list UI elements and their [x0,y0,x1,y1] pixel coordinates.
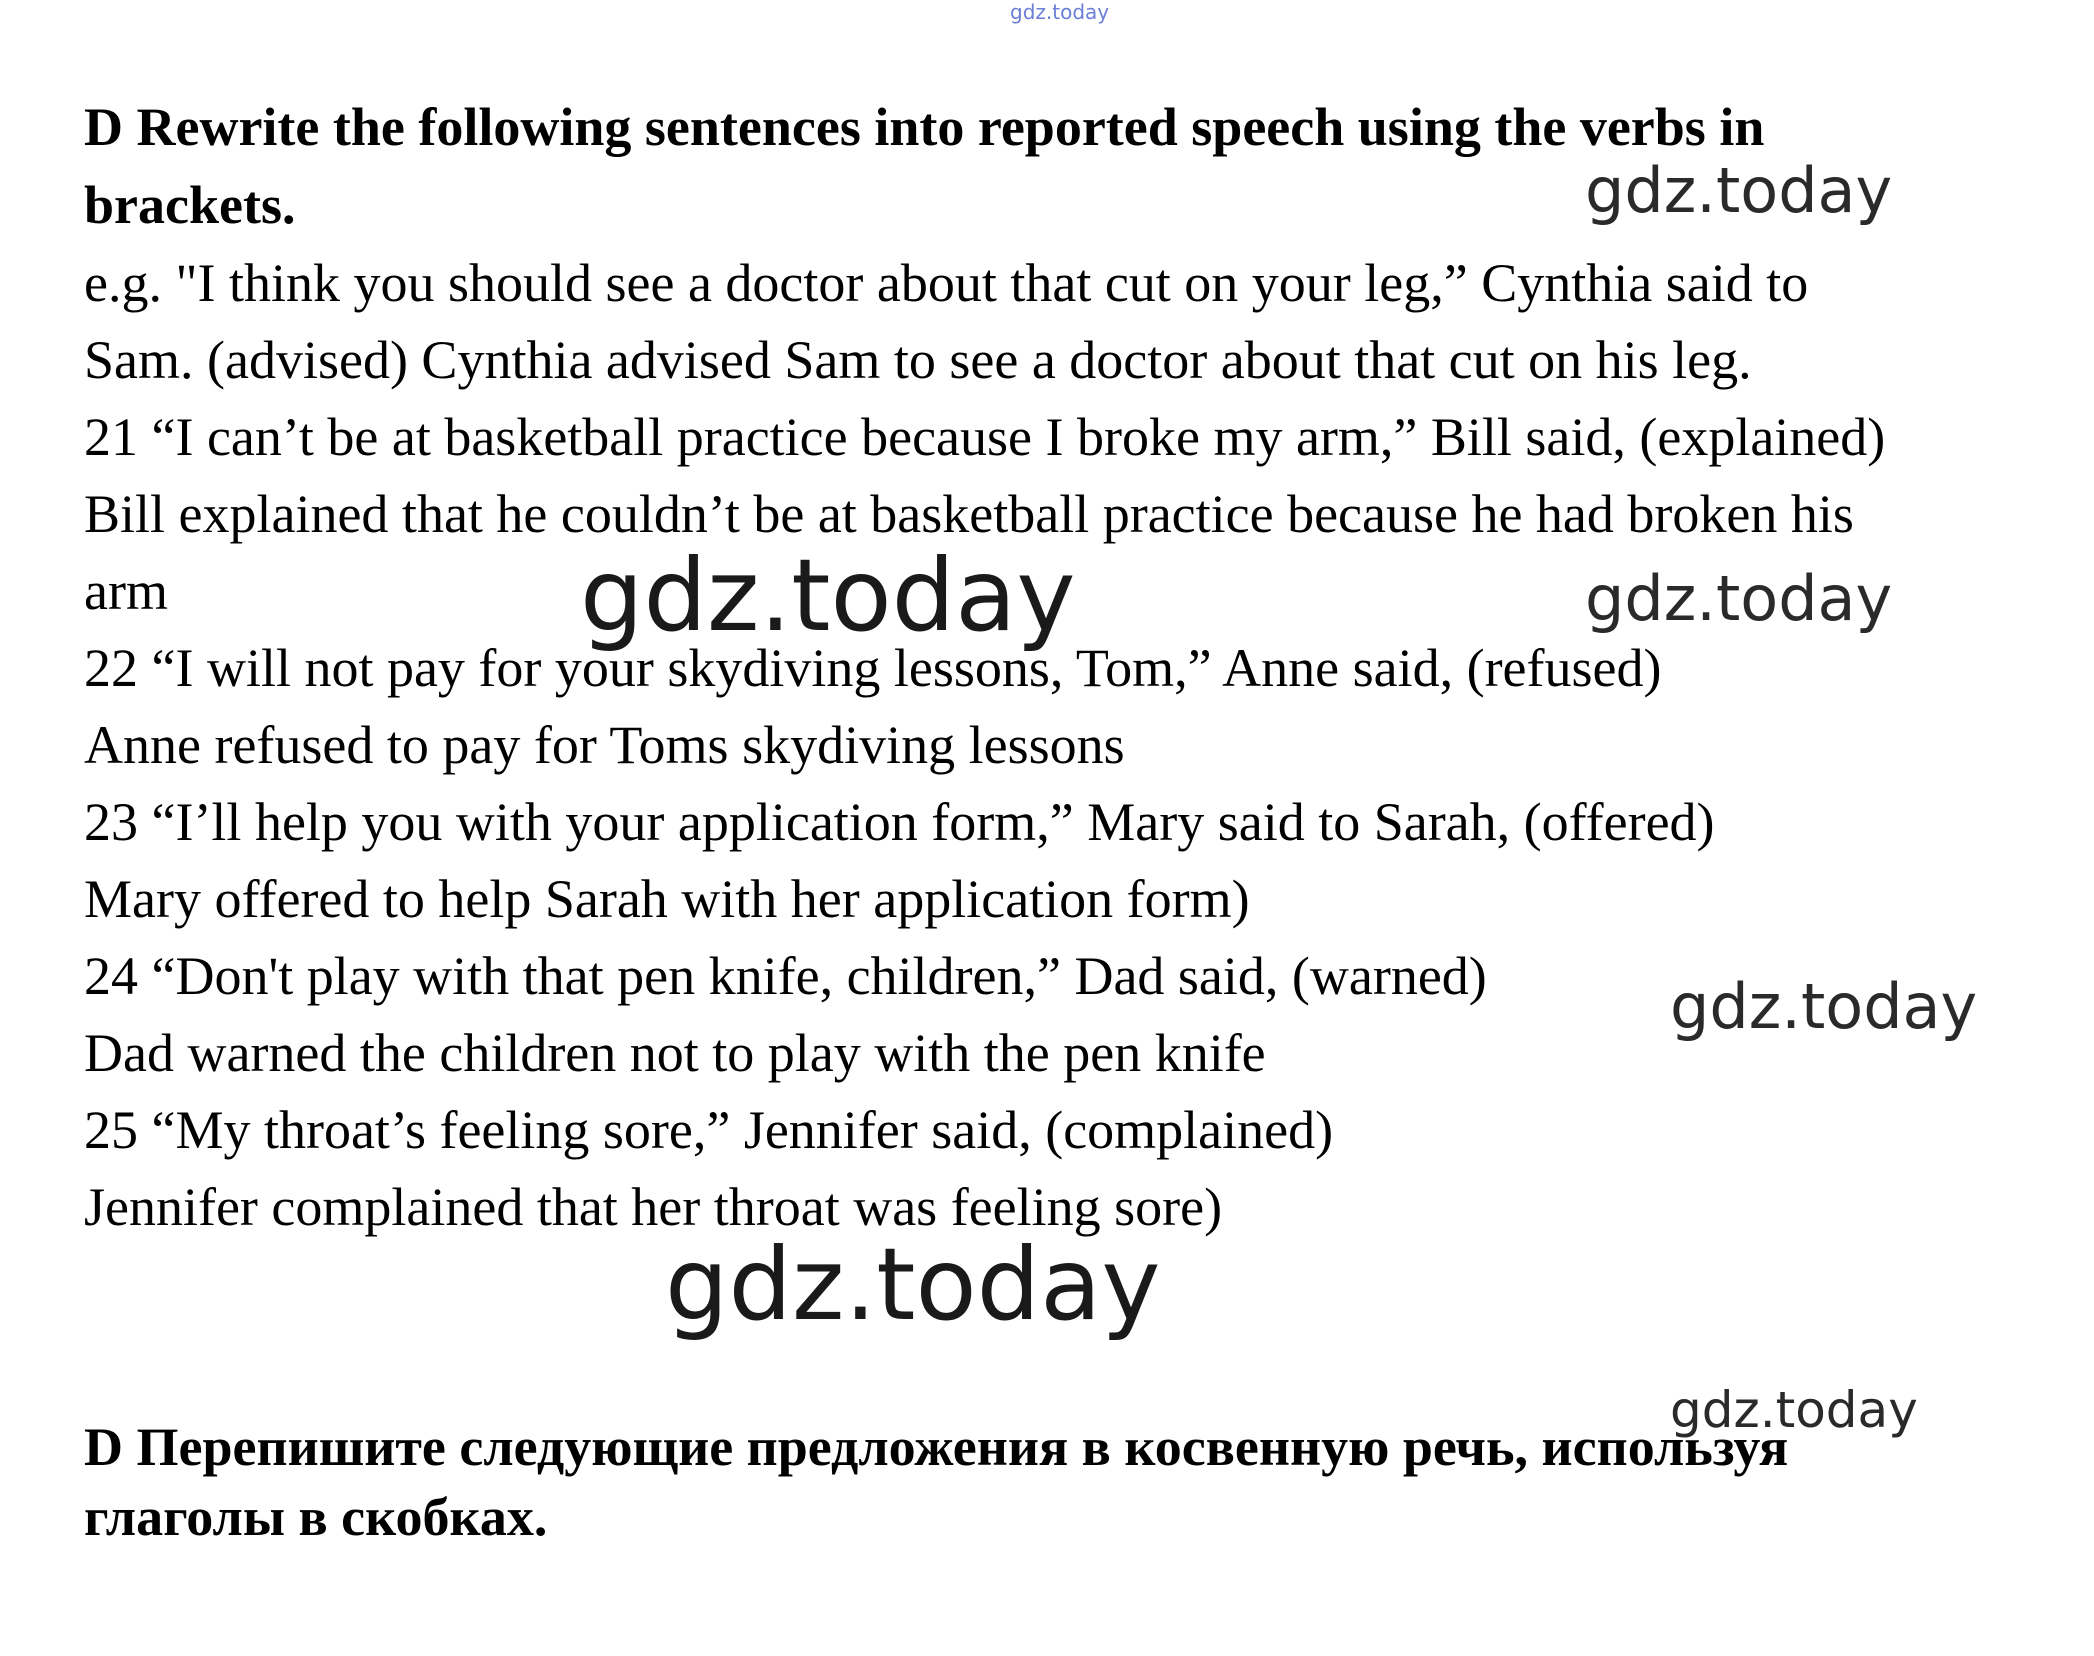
watermark: gdz.today [665,1226,1161,1343]
exercise-title-ru-line2: глаголы в скобках. [84,1487,548,1547]
item-24-prompt: 24 “Don't play with that pen knife, children,” Dad said, (warned) [84,946,1487,1006]
watermark: gdz.today [580,537,1076,654]
item-21-answer-line2: arm [84,561,168,621]
item-23-prompt: 23 “I’ll help you with your application form,” Mary said to Sarah, (offered) [84,792,1715,852]
example-line-1: e.g. "I think you should see a doctor about that cut on your leg,” Cynthia said to [84,253,1809,313]
item-21-prompt: 21 “I can’t be at basketball practice because I broke my arm,” Bill said, (explained) [84,407,1886,467]
item-24-answer: Dad warned the children not to play with the pen knife [84,1023,1266,1083]
example-line-2: Sam. (advised) Cynthia advised Sam to see a doctor about that cut on his leg. [84,330,1752,390]
exercise-title-ru-line1: D Перепишите следующие предложения в косвенную речь, используя [84,1417,1789,1477]
item-23-answer: Mary offered to help Sarah with her application form) [84,869,1250,929]
item-21-answer-line1: Bill explained that he couldn’t be at basketball practice because he had broken his [84,484,1854,544]
exercise-title-en-line2: brackets. [84,175,296,235]
top-watermark: gdz.today [1010,0,1110,24]
item-22-answer: Anne refused to pay for Toms skydiving lessons [84,715,1125,775]
watermark: gdz.today [1670,1381,1918,1439]
item-22-prompt: 22 “I will not pay for your skydiving lessons, Tom,” Anne said, (refused) [84,638,1662,698]
watermark: gdz.today [1585,562,1893,635]
watermark: gdz.today [1585,154,1893,227]
watermark: gdz.today [1670,970,1978,1043]
exercise-title-en-line1: D Rewrite the following sentences into reported speech using the verbs in [84,97,1765,157]
item-25-prompt: 25 “My throat’s feeling sore,” Jennifer said, (complained) [84,1100,1334,1160]
item-25-answer: Jennifer complained that her throat was feeling sore) [84,1177,1223,1237]
